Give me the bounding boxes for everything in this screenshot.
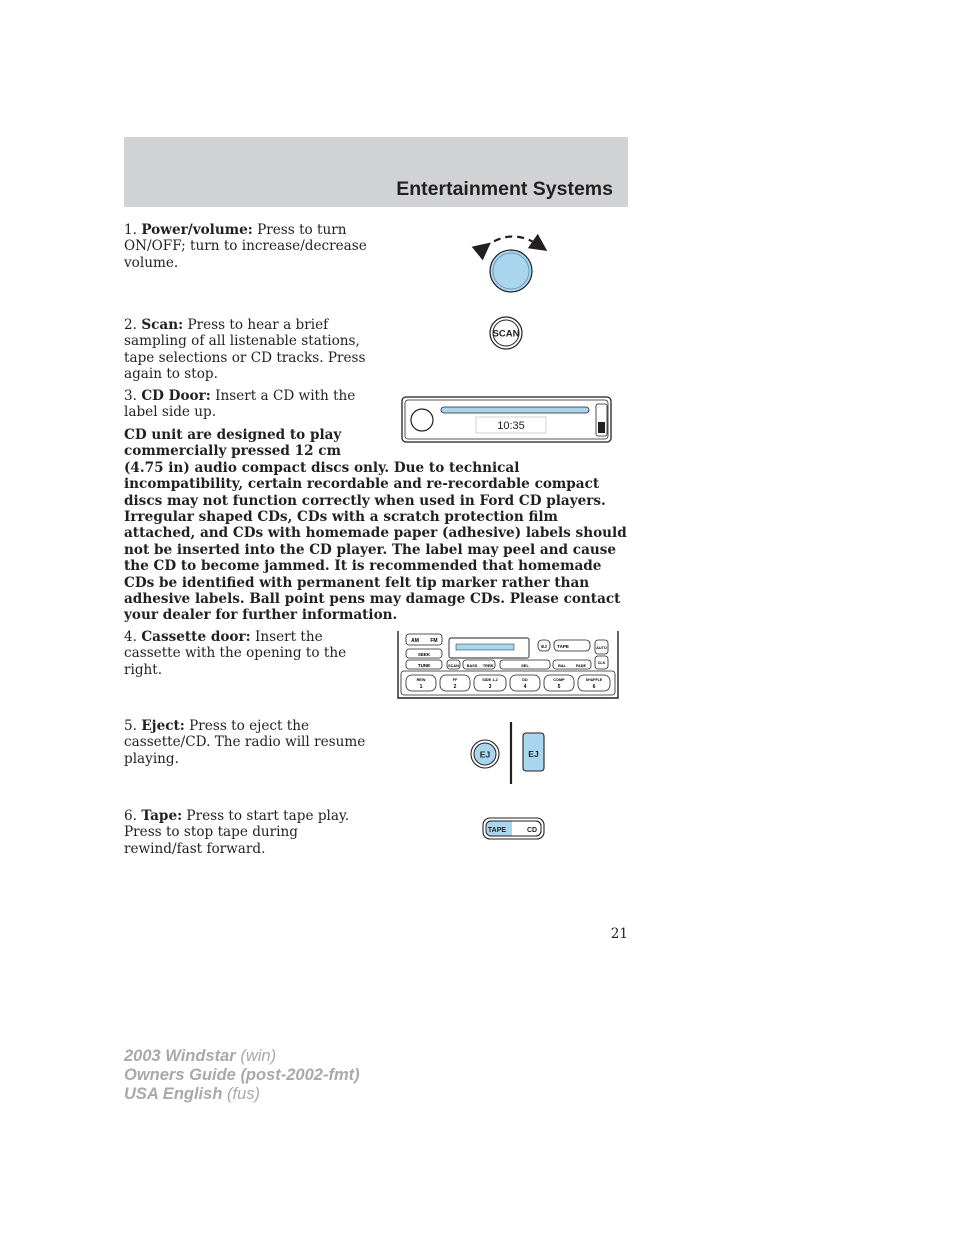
svg-text:CLK: CLK (597, 661, 606, 665)
svg-text:EJ: EJ (541, 644, 547, 649)
footer: 2003 Windstar (win) Owners Guide (post-2002-fmt) USA English (fus) (124, 1047, 360, 1103)
svg-text:SIDE 1-2: SIDE 1-2 (482, 678, 498, 682)
cassette-unit-illustration (396, 631, 620, 701)
item-term: Eject: (141, 718, 185, 734)
volume-knob-illustration (470, 226, 554, 298)
svg-text:TREB: TREB (482, 664, 494, 668)
eject-button-illustration (466, 720, 550, 788)
svg-text:AM: AM (411, 638, 419, 644)
item-term: Scan: (141, 317, 184, 333)
svg-text:SCAN: SCAN (448, 664, 459, 668)
svg-text:AUTO: AUTO (596, 646, 607, 650)
svg-text:SHUFFLE: SHUFFLE (585, 678, 603, 682)
tape-label: TAPE (487, 827, 507, 834)
item-cassette-door: 4. Cassette door: Insert the cassette with the opening to the right. (124, 629, 347, 678)
svg-text:6: 6 (592, 684, 596, 690)
svg-text:TAPE: TAPE (557, 644, 569, 649)
svg-text:2: 2 (453, 684, 457, 690)
item-term: Cassette door: (141, 629, 251, 645)
svg-text:BAL: BAL (558, 664, 566, 668)
eject-label-round: EJ (479, 749, 491, 760)
item-term: CD Door: (141, 388, 211, 404)
svg-text:DD: DD (522, 678, 528, 682)
cd-knob-icon (411, 409, 433, 431)
cd-unit-illustration (400, 395, 614, 445)
item-tape: 6. Tape: Press to start tape play. Press to stop tape during rewind/fast forward. (124, 808, 350, 857)
scan-label: SCAN (492, 328, 520, 340)
item-power-volume: 1. Power/volume: Press to turn ON/OFF; turn to increase/decrease volume. (124, 222, 367, 271)
rotate-arrow-icon (484, 236, 540, 248)
svg-text:4: 4 (523, 684, 527, 690)
item-cd-door: 3. CD Door: Insert a CD with the label side up. (124, 388, 356, 421)
cd-display-time: 10:35 (497, 420, 525, 432)
page-title: Entertainment Systems (396, 178, 613, 200)
page-number: 21 (610, 926, 628, 942)
svg-text:COMP: COMP (553, 678, 565, 682)
svg-text:FADE: FADE (575, 664, 587, 668)
svg-text:TUNE: TUNE (417, 663, 431, 668)
svg-text:1: 1 (419, 684, 423, 690)
tape-cd-button-illustration (482, 817, 546, 841)
item-scan: 2. Scan: Press to hear a brief sampling of all listenable stations, tape selections or CD tracks. Press again to stop. (124, 317, 366, 383)
svg-text:FF: FF (452, 678, 458, 682)
header-band (124, 137, 628, 207)
item-term: Tape: (141, 808, 183, 824)
eject-label-rect: EJ (528, 749, 539, 759)
knob-icon (490, 250, 532, 292)
cd-label: CD (526, 827, 538, 834)
svg-text:3: 3 (488, 684, 492, 690)
svg-text:BASS: BASS (466, 664, 478, 668)
cassette-slot-icon (456, 644, 514, 650)
scan-button-illustration (487, 316, 525, 350)
cd-slot-icon (441, 407, 589, 413)
svg-text:5: 5 (557, 684, 561, 690)
svg-text:FM: FM (430, 638, 438, 644)
svg-text:SEEK: SEEK (417, 652, 431, 657)
svg-text:SEL: SEL (521, 663, 529, 668)
cd-warning: CD unit are designed to play commercially pressed 12 cm (4.75 in) audio compact discs only. Due to technical incompatibility, certain recordable and re-recordable compact discs may not function correctly when used in Ford CD players. Irregular shaped CDs, CDs with a scratch protection film attached, and CDs with homemade paper (adhesive) labels should not be inserted into the CD player. The label may peel and cause the CD to become jammed. It is recommended that homemade CDs be identified with permanent felt tip marker rather than adhesive labels. Ball point pens may damage CDs. Please contact your dealer for further information. (124, 427, 627, 624)
item-eject: 5. Eject: Press to eject the cassette/CD. The radio will resume playing. (124, 718, 366, 767)
item-term: Power/volume: (141, 222, 253, 238)
svg-text:REW: REW (416, 678, 426, 682)
